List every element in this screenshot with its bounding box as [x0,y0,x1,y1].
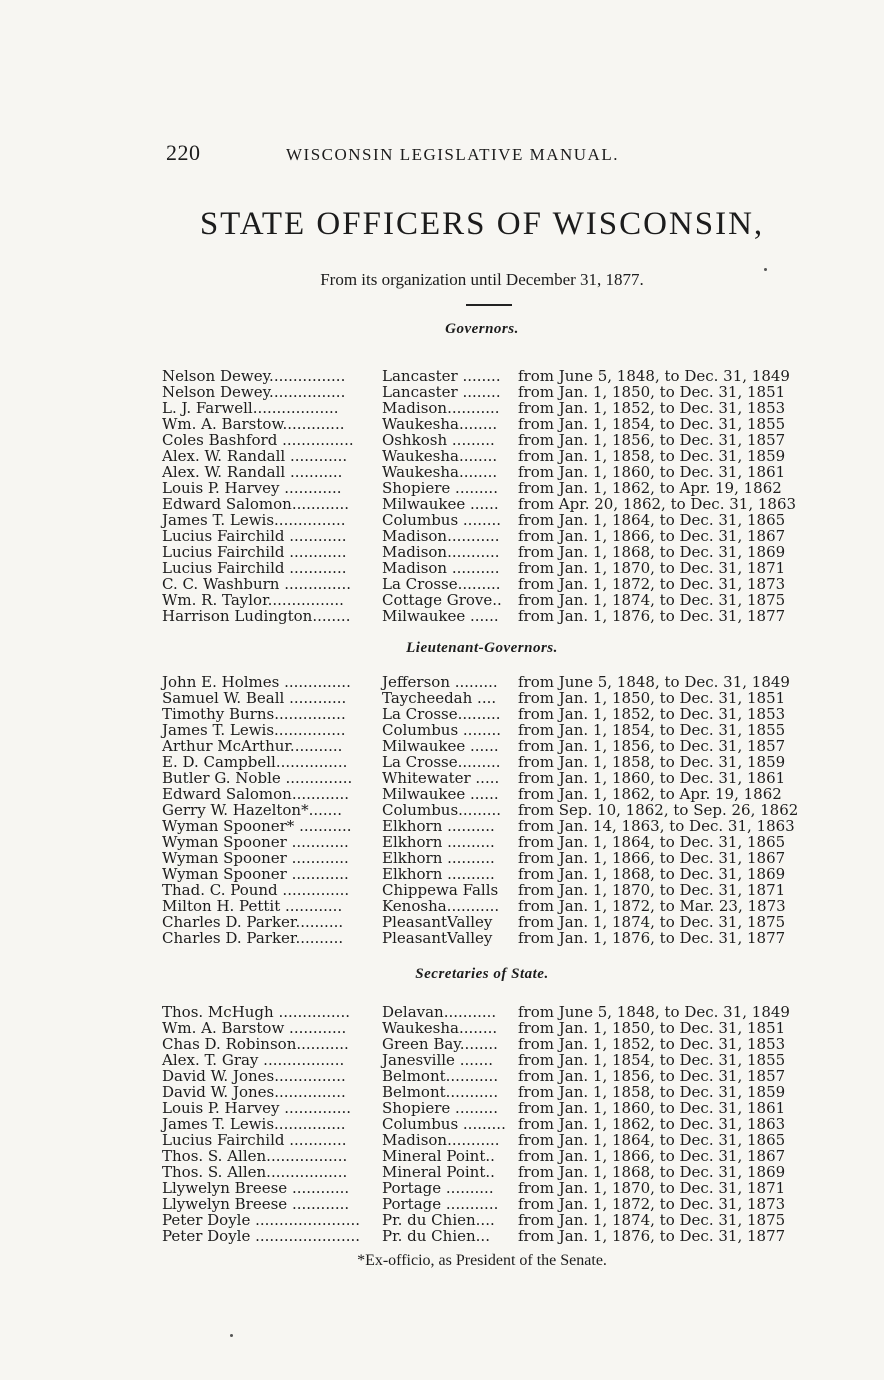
section-heading-governors: Governors. [445,321,519,337]
officer-name: L. J. Farwell.................. [162,399,339,417]
governors-table [162,368,804,624]
lieutenant-governors-table [162,674,804,946]
officer-residence: Madison .......... [382,559,500,577]
officer-name: Wyman Spooner ............ [162,865,349,883]
table-row [162,1100,804,1116]
officer-residence: Waukesha........ [382,463,498,481]
officer-term: from Jan. 1, 1854, to Dec. 31, 1855 [518,721,786,739]
print-speck [764,268,767,271]
officer-term: from Jan. 1, 1850, to Dec. 31, 1851 [518,383,786,401]
officer-residence: Green Bay........ [382,1035,498,1053]
print-speck [230,1334,233,1337]
officer-name: Edward Salomon............ [162,785,350,803]
officer-residence: Elkhorn .......... [382,865,495,883]
running-header [166,140,686,166]
officer-term: from Sep. 10, 1862, to Sep. 26, 1862 [518,801,799,819]
officer-name: Lucius Fairchild ............ [162,543,347,561]
table-row [162,480,804,496]
officer-residence: Lancaster ........ [382,383,501,401]
officer-residence: Madison........... [382,1131,500,1149]
officer-term: from Jan. 1, 1856, to Dec. 31, 1857 [518,1067,786,1085]
officer-residence: Chippewa Falls [382,881,499,899]
officer-residence: Elkhorn .......... [382,833,495,851]
table-row [162,930,804,946]
officer-term: from Jan. 1, 1868, to Dec. 31, 1869 [518,865,786,883]
officer-term: from Jan. 1, 1872, to Dec. 31, 1873 [518,575,786,593]
officer-residence: Portage ........... [382,1195,499,1213]
officer-name: James T. Lewis............... [162,721,346,739]
officer-name: Wyman Spooner* ........... [162,817,352,835]
officer-name: Charles D. Parker.......... [162,913,344,931]
officer-name: Chas D. Robinson........... [162,1035,349,1053]
table-row [162,882,804,898]
running-head: WISCONSIN LEGISLATIVE MANUAL. [286,145,619,164]
officer-residence: Taycheedah .... [382,689,497,707]
officer-residence: Portage .......... [382,1179,494,1197]
officer-name: Gerry W. Hazelton*....... [162,801,342,819]
officer-name: Wm. R. Taylor................ [162,591,344,609]
officer-residence: Elkhorn .......... [382,817,495,835]
section-heading-secretaries-of-state: Secretaries of State. [415,966,549,982]
table-row [162,576,804,592]
officer-term: from Jan. 1, 1860, to Dec. 31, 1861 [518,463,786,481]
officer-residence: La Crosse......... [382,753,501,771]
officer-name: Timothy Burns............... [162,705,346,723]
table-row [162,1020,804,1036]
officer-residence: Jefferson ......... [382,673,498,691]
officer-term: from Jan. 14, 1863, to Dec. 31, 1863 [518,817,795,835]
officer-residence: PleasantValley [382,929,493,947]
table-row [162,1212,804,1228]
officer-name: Alex. W. Randall ............ [162,447,348,465]
officer-name: Nelson Dewey................ [162,383,346,401]
officer-residence: Milwaukee ...... [382,607,499,625]
divider-rule [466,304,512,306]
officer-term: from Jan. 1, 1864, to Dec. 31, 1865 [518,1131,786,1149]
officer-name: Alex. W. Randall ........... [162,463,343,481]
officer-term: from Jan. 1, 1856, to Dec. 31, 1857 [518,737,786,755]
table-row [162,834,804,850]
officer-name: Arthur McArthur........... [162,737,343,755]
officer-name: Nelson Dewey................ [162,367,346,385]
section-heading-lieutenant-governors: Lieutenant-Governors. [406,640,558,656]
table-row [162,802,804,818]
table-row [162,416,804,432]
officer-term: from Jan. 1, 1866, to Dec. 31, 1867 [518,849,786,867]
table-row [162,770,804,786]
table-row [162,1180,804,1196]
officer-residence: Mineral Point.. [382,1147,495,1165]
officer-name: James T. Lewis............... [162,1115,346,1133]
officer-residence: Belmont........... [382,1067,499,1085]
officer-residence: Columbus ........ [382,511,502,529]
officer-term: from Jan. 1, 1858, to Dec. 31, 1859 [518,753,786,771]
officer-name: Lucius Fairchild ............ [162,559,347,577]
officer-residence: La Crosse......... [382,575,501,593]
table-row [162,722,804,738]
officer-residence: Delavan........... [382,1003,497,1021]
page-number: 220 [166,140,201,165]
officer-term: from Jan. 1, 1860, to Dec. 31, 1861 [518,1099,786,1117]
officer-term: from Jan. 1, 1872, to Mar. 23, 1873 [518,897,786,915]
officer-term: from June 5, 1848, to Dec. 31, 1849 [518,1003,790,1021]
officer-name: E. D. Campbell............... [162,753,348,771]
table-row [162,448,804,464]
officer-term: from Jan. 1, 1876, to Dec. 31, 1877 [518,929,786,947]
officer-residence: Milwaukee ...... [382,785,499,803]
officer-name: Wm. A. Barstow............. [162,415,345,433]
officer-term: from Jan. 1, 1850, to Dec. 31, 1851 [518,1019,786,1037]
officer-residence: Whitewater ..... [382,769,500,787]
officer-name: Peter Doyle ...................... [162,1227,361,1245]
officer-residence: PleasantValley [382,913,493,931]
officer-term: from Jan. 1, 1868, to Dec. 31, 1869 [518,1163,786,1181]
officer-term: from Jan. 1, 1864, to Dec. 31, 1865 [518,833,786,851]
officer-name: Llywelyn Breese ............ [162,1195,350,1213]
table-row [162,1196,804,1212]
officer-residence: Cottage Grove.. [382,591,502,609]
officer-term: from Jan. 1, 1870, to Dec. 31, 1871 [518,881,786,899]
table-row [162,496,804,512]
officer-term: from Jan. 1, 1854, to Dec. 31, 1855 [518,1051,786,1069]
table-row [162,560,804,576]
officer-term: from June 5, 1848, to Dec. 31, 1849 [518,367,790,385]
officer-term: from Apr. 20, 1862, to Dec. 31, 1863 [518,495,797,513]
officer-term: from Jan. 1, 1876, to Dec. 31, 1877 [518,1227,786,1245]
officer-residence: Pr. du Chien... [382,1227,490,1245]
officer-name: Wyman Spooner ............ [162,833,349,851]
officer-residence: Madison........... [382,543,500,561]
officer-residence: Waukesha........ [382,415,498,433]
officer-term: from Jan. 1, 1866, to Dec. 31, 1867 [518,527,786,545]
table-row [162,738,804,754]
officer-term: from Jan. 1, 1876, to Dec. 31, 1877 [518,607,786,625]
officer-name: David W. Jones............... [162,1067,346,1085]
table-row [162,1116,804,1132]
table-row [162,850,804,866]
officer-residence: Waukesha........ [382,1019,498,1037]
table-row [162,1084,804,1100]
officer-term: from Jan. 1, 1862, to Apr. 19, 1862 [518,785,782,803]
officer-term: from June 5, 1848, to Dec. 31, 1849 [518,673,790,691]
officer-residence: Oshkosh ......... [382,431,495,449]
officer-term: from Jan. 1, 1850, to Dec. 31, 1851 [518,689,786,707]
table-row [162,818,804,834]
officer-residence: Shopiere ......... [382,479,498,497]
officer-name: Wm. A. Barstow ............ [162,1019,347,1037]
officer-name: Lucius Fairchild ............ [162,1131,347,1149]
table-row [162,1164,804,1180]
officer-residence: Columbus ........ [382,721,502,739]
page-title: STATE OFFICERS OF WISCONSIN, [199,206,765,242]
officer-residence: La Crosse......... [382,705,501,723]
officer-name: Wyman Spooner ............ [162,849,349,867]
secretaries-of-state-table [162,1004,804,1244]
officer-residence: Milwaukee ...... [382,737,499,755]
officer-name: Thad. C. Pound .............. [162,881,350,899]
officer-term: from Jan. 1, 1856, to Dec. 31, 1857 [518,431,786,449]
page-subtitle: From its organization until December 31, 1877. [320,270,644,289]
officer-residence: Kenosha........... [382,897,500,915]
officer-term: from Jan. 1, 1866, to Dec. 31, 1867 [518,1147,786,1165]
table-row [162,706,804,722]
table-row [162,898,804,914]
officer-term: from Jan. 1, 1860, to Dec. 31, 1861 [518,769,786,787]
officer-residence: Milwaukee ...... [382,495,499,513]
officer-name: Lucius Fairchild ............ [162,527,347,545]
officer-term: from Jan. 1, 1868, to Dec. 31, 1869 [518,543,786,561]
officer-term: from Jan. 1, 1874, to Dec. 31, 1875 [518,591,786,609]
officer-name: Milton H. Pettit ............ [162,897,343,915]
table-row [162,1132,804,1148]
officer-residence: Lancaster ........ [382,367,501,385]
table-row [162,528,804,544]
officer-term: from Jan. 1, 1862, to Apr. 19, 1862 [518,479,782,497]
officer-term: from Jan. 1, 1870, to Dec. 31, 1871 [518,559,786,577]
officer-name: Louis P. Harvey ............ [162,479,342,497]
officer-term: from Jan. 1, 1858, to Dec. 31, 1859 [518,447,786,465]
officer-name: Alex. T. Gray ................. [162,1051,345,1069]
table-row [162,432,804,448]
officer-name: David W. Jones............... [162,1083,346,1101]
officer-residence: Columbus ......... [382,1115,506,1133]
officer-name: James T. Lewis............... [162,511,346,529]
officer-term: from Jan. 1, 1852, to Dec. 31, 1853 [518,705,786,723]
table-row [162,384,804,400]
table-row [162,690,804,706]
officer-residence: Belmont........... [382,1083,499,1101]
officer-residence: Madison........... [382,399,500,417]
officer-name: Harrison Ludington........ [162,607,351,625]
table-row [162,592,804,608]
officer-residence: Janesville ....... [382,1051,494,1069]
officer-residence: Shopiere ......... [382,1099,498,1117]
officer-term: from Jan. 1, 1852, to Dec. 31, 1853 [518,1035,786,1053]
table-row [162,786,804,802]
officer-name: Thos. McHugh ............... [162,1003,350,1021]
officer-name: Edward Salomon............ [162,495,350,513]
officer-residence: Elkhorn .......... [382,849,495,867]
table-row [162,1004,804,1020]
officer-name: Charles D. Parker.......... [162,929,344,947]
table-row [162,866,804,882]
table-row [162,1036,804,1052]
officer-name: C. C. Washburn .............. [162,575,351,593]
table-row [162,1148,804,1164]
officer-name: Peter Doyle ...................... [162,1211,361,1229]
officer-term: from Jan. 1, 1870, to Dec. 31, 1871 [518,1179,786,1197]
officer-residence: Waukesha........ [382,447,498,465]
officer-term: from Jan. 1, 1852, to Dec. 31, 1853 [518,399,786,417]
officer-term: from Jan. 1, 1858, to Dec. 31, 1859 [518,1083,786,1101]
officer-term: from Jan. 1, 1854, to Dec. 31, 1855 [518,415,786,433]
officer-term: from Jan. 1, 1872, to Dec. 31, 1873 [518,1195,786,1213]
footnote: *Ex-officio, as President of the Senate. [357,1252,607,1269]
table-row [162,400,804,416]
table-row [162,1068,804,1084]
table-row [162,674,804,690]
table-row [162,914,804,930]
table-row [162,368,804,384]
officer-name: Llywelyn Breese ............ [162,1179,350,1197]
table-row [162,544,804,560]
table-row [162,608,804,624]
officer-residence: Pr. du Chien.... [382,1211,495,1229]
officer-name: Thos. S. Allen................. [162,1163,348,1181]
officer-name: Thos. S. Allen................. [162,1147,348,1165]
officer-residence: Columbus......... [382,801,502,819]
table-row [162,1228,804,1244]
officer-term: from Jan. 1, 1874, to Dec. 31, 1875 [518,913,786,931]
officer-term: from Jan. 1, 1864, to Dec. 31, 1865 [518,511,786,529]
officer-name: John E. Holmes .............. [162,673,351,691]
officer-name: Louis P. Harvey .............. [162,1099,352,1117]
table-row [162,512,804,528]
officer-name: Butler G. Noble .............. [162,769,353,787]
officer-name: Samuel W. Beall ............ [162,689,347,707]
table-row [162,754,804,770]
table-row [162,1052,804,1068]
officer-name: Coles Bashford ............... [162,431,354,449]
officer-residence: Madison........... [382,527,500,545]
officer-residence: Mineral Point.. [382,1163,495,1181]
officer-term: from Jan. 1, 1874, to Dec. 31, 1875 [518,1211,786,1229]
table-row [162,464,804,480]
officer-term: from Jan. 1, 1862, to Dec. 31, 1863 [518,1115,786,1133]
